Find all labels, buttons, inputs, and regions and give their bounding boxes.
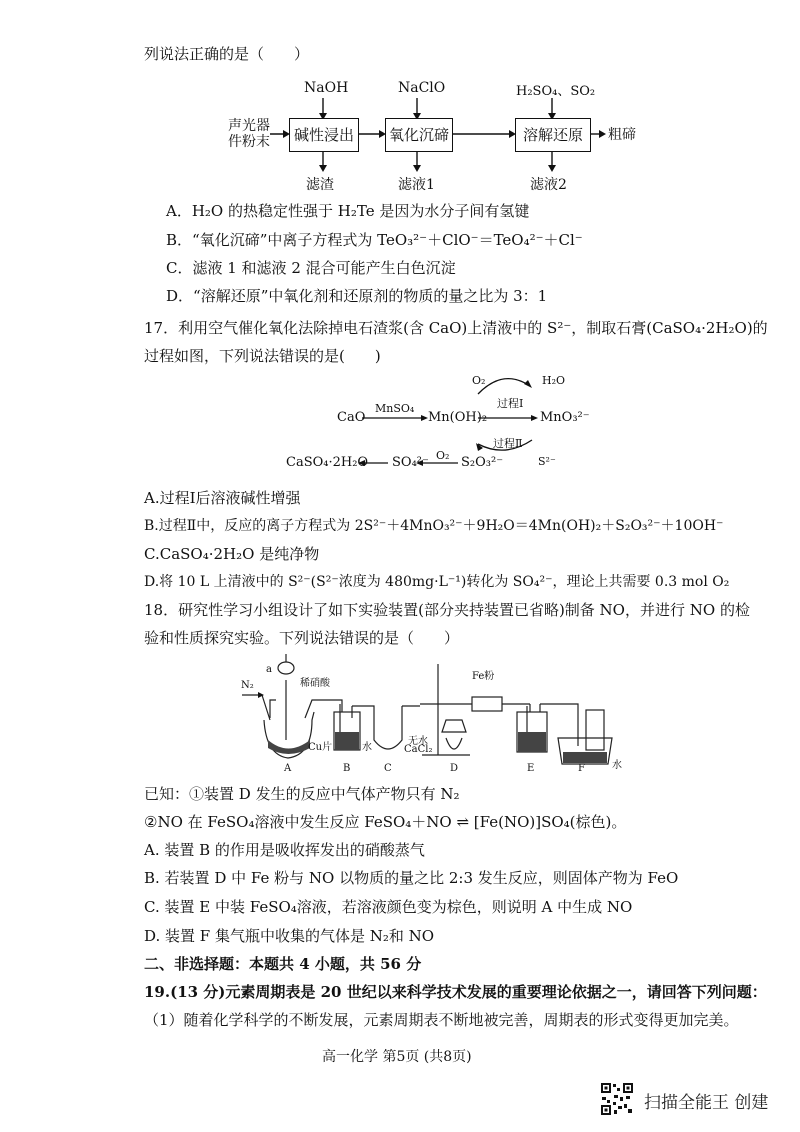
apparatus-b: B <box>343 763 351 774</box>
step-oxidize-precipitate: 氧化沉碲 <box>385 118 453 152</box>
q18-known-1: 已知：①装置 D 发生的反应中气体产物只有 N₂ <box>144 785 460 803</box>
reagent-h2so4-so2: H₂SO₄、SO₂ <box>516 84 596 99</box>
n2-inlet-label: N₂ <box>241 680 254 691</box>
anhydrous-label: 无水 <box>408 736 428 747</box>
apparatus-a: A <box>284 763 292 774</box>
q17-option-a: A.过程Ⅰ后溶液碱性增强 <box>144 489 301 507</box>
output-residue: 滤渣 <box>306 177 334 193</box>
q18-option-d: D. 装置 F 集气瓶中收集的气体是 N₂和 NO <box>144 927 435 945</box>
sulfide-label: S²⁻ <box>538 455 556 468</box>
q18-option-a: A. 装置 B 的作用是吸收挥发出的硝酸蒸气 <box>144 841 425 859</box>
apparatus-e: E <box>527 763 535 774</box>
q16-option-c: C．滤液 1 和滤液 2 混合可能产生白色沉淀 <box>166 259 456 277</box>
qr-code-icon <box>600 1082 634 1116</box>
q18-option-b: B. 若装置 D 中 Fe 粉与 NO 以物质的量之比 2:3 发生反应，则固体产物为 FeO <box>144 869 679 887</box>
s2o3-label: S₂O₃²⁻ <box>461 455 504 470</box>
cao-label: CaO <box>337 410 366 425</box>
q18-known-2: ②NO 在 FeSO₄溶液中发生反应 FeSO₄＋NO ⇌ [Fe(NO)]SO₄(棕色)。 <box>144 813 627 831</box>
q17-option-d: D.将 10 L 上清液中的 S²⁻(S²⁻浓度为 480mg·L⁻¹)转化为 SO₄²⁻，理论上共需要 0.3 mol O₂ <box>144 574 730 590</box>
reagent-naclo: NaClO <box>398 80 446 96</box>
iron-powder-label: Fe粉 <box>472 671 495 682</box>
apparatus-d: D <box>450 763 459 774</box>
q19-part-1: （1）随着化学科学的不断发展，元素周期表不断地被完善，周期表的形式变得更加完美。 <box>144 1011 739 1029</box>
mno3-label: MnO₃²⁻ <box>540 410 590 425</box>
q16-option-b: B．“氧化沉碲”中离子方程式为 TeO₃²⁻＋ClO⁻＝TeO₄²⁻＋Cl⁻ <box>166 231 583 249</box>
water-f-label: 水 <box>612 760 622 771</box>
q18-stem-line2: 验和性质探究实验。下列说法错误的是（ ） <box>144 629 460 647</box>
q18-option-c: C. 装置 E 中装 FeSO₄溶液，若溶液颜色变为棕色，则说明 A 中生成 NO <box>144 898 633 916</box>
copper-label: Cu片 <box>308 742 333 753</box>
product-crude-tellurium: 粗碲 <box>608 127 636 143</box>
o2-bottom-label: O₂ <box>436 449 450 462</box>
q16-option-a: A．H₂O 的热稳定性强于 H₂Te 是因为水分子间有氢键 <box>166 202 530 220</box>
o2-top-label: O₂ <box>472 374 486 387</box>
h2o-label: H₂O <box>542 374 566 387</box>
reagent-naoh: NaOH <box>304 80 349 96</box>
mnoh2-label: Mn(OH)₂ <box>428 410 488 425</box>
q17-stem-line2: 过程如图，下列说法错误的是( ) <box>144 347 381 365</box>
valve-a-label: a <box>266 664 272 675</box>
step-dissolve-reduce: 溶解还原 <box>515 118 591 152</box>
gypsum-label: CaSO₄·2H₂O <box>286 455 369 470</box>
q17-option-b: B.过程Ⅱ中，反应的离子方程式为 2S²⁻＋4MnO₃²⁻＋9H₂O＝4Mn(OH)₂＋S₂O₃²⁻＋10OH⁻ <box>144 518 724 534</box>
process-1-label: 过程Ⅰ <box>497 397 524 410</box>
q18-stem-line1: 18．研究性学习小组设计了如下实验装置(部分夹持装置已省略)制备 NO，并进行 NO 的检 <box>144 601 750 619</box>
so4-label: SO₄²⁻ <box>392 455 429 470</box>
cacl2-label: CaCl₂ <box>404 744 433 755</box>
scanner-watermark: 扫描全能王 创建 <box>644 1093 769 1113</box>
flow-source-powder: 声光器件粉末 <box>228 118 270 150</box>
q19-stem: 19.(13 分)元素周期表是 20 世纪以来科学技术发展的重要理论依据之一，请回答下列问题： <box>144 983 767 1001</box>
section-2-heading: 二、非选择题：本题共 4 小题，共 56 分 <box>144 955 422 973</box>
mnso4-label: MnSO₄ <box>375 402 415 415</box>
output-filtrate-2: 滤液2 <box>530 177 567 193</box>
process-2-label: 过程Ⅱ <box>493 437 523 450</box>
q17-option-c: C.CaSO₄·2H₂O 是纯净物 <box>144 545 320 563</box>
apparatus-c: C <box>384 763 392 774</box>
apparatus-f: F <box>578 763 585 774</box>
q16-option-d: D．“溶解还原”中氧化剂和还原剂的物质的量之比为 3：1 <box>166 287 548 305</box>
output-filtrate-1: 滤液1 <box>398 177 435 193</box>
question-16-stem-end: 列说法正确的是（ ） <box>144 45 310 63</box>
water-b-label: 水 <box>362 742 372 753</box>
step-alkaline-leach: 碱性浸出 <box>289 118 359 152</box>
q17-stem-line1: 17．利用空气催化氧化法除掉电石渣浆(含 CaO)上清液中的 S²⁻，制取石膏(CaSO₄·2H₂O)的 <box>144 319 768 337</box>
page-footer: 高一化学 第5页 (共8页) <box>322 1049 472 1065</box>
dilute-nitric-acid-label: 稀硝酸 <box>300 678 330 689</box>
